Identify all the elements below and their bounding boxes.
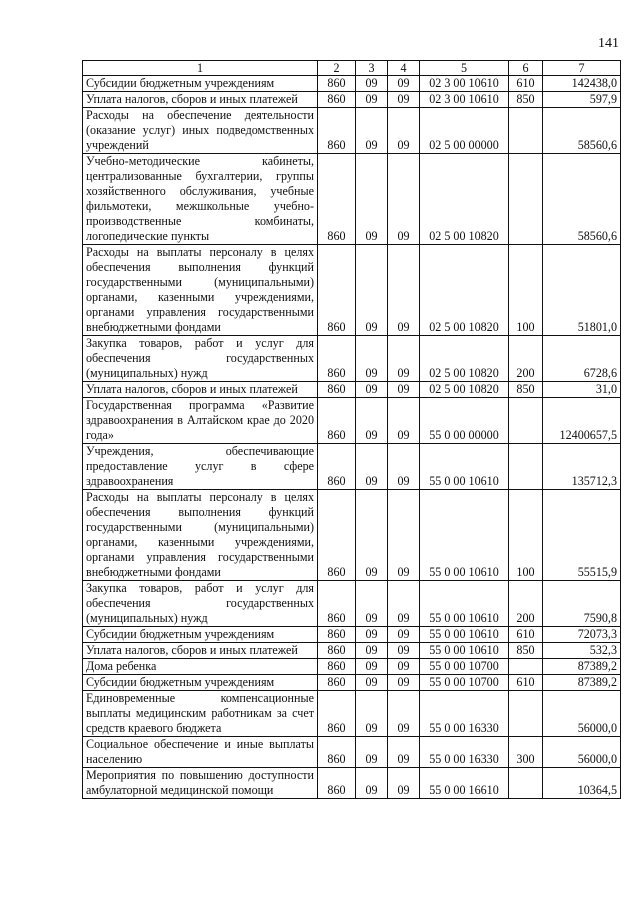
- item-name: Закупка товаров, работ и услуг для обеспечения государственных (муниципальных) нужд: [83, 581, 318, 627]
- column-header: 2: [318, 61, 356, 76]
- table-row: [83, 108, 621, 154]
- column-header: 6: [509, 61, 543, 76]
- subsection-code: 09: [388, 398, 420, 444]
- subsection-code: 09: [388, 659, 420, 675]
- ministry-code: 860: [318, 490, 356, 581]
- table-row: [83, 154, 621, 245]
- expense-type-code: [509, 154, 543, 245]
- target-article-code: 55 0 00 10610: [420, 581, 509, 627]
- item-name: Субсидии бюджетным учреждениям: [83, 76, 318, 92]
- item-name: Социальное обеспечение и иные выплаты населению: [83, 737, 318, 768]
- section-code: 09: [356, 92, 388, 108]
- subsection-code: 09: [388, 581, 420, 627]
- table-row: [83, 92, 621, 108]
- target-article-code: 55 0 00 16330: [420, 691, 509, 737]
- column-header: 1: [83, 61, 318, 76]
- table-row: [83, 643, 621, 659]
- subsection-code: 09: [388, 108, 420, 154]
- page-number: 141: [598, 36, 619, 51]
- expense-type-code: 200: [509, 581, 543, 627]
- amount: 6728,6: [543, 336, 621, 382]
- target-article-code: 55 0 00 10700: [420, 675, 509, 691]
- subsection-code: 09: [388, 76, 420, 92]
- table-row: [83, 627, 621, 643]
- amount: 87389,2: [543, 659, 621, 675]
- ministry-code: 860: [318, 245, 356, 336]
- target-article-code: 02 3 00 10610: [420, 76, 509, 92]
- ministry-code: 860: [318, 382, 356, 398]
- column-header: 7: [543, 61, 621, 76]
- item-name: Расходы на выплаты персоналу в целях обеспечения выполнения функций государственными (муниципальными) органами, казенными учреждениями, органами управления государственными внебюджетными фондами: [83, 490, 318, 581]
- expense-type-code: [509, 444, 543, 490]
- expense-type-code: 300: [509, 737, 543, 768]
- subsection-code: 09: [388, 691, 420, 737]
- target-article-code: 55 0 00 10700: [420, 659, 509, 675]
- target-article-code: 55 0 00 10610: [420, 627, 509, 643]
- section-code: 09: [356, 382, 388, 398]
- expense-type-code: [509, 659, 543, 675]
- table-row: [83, 675, 621, 691]
- ministry-code: 860: [318, 659, 356, 675]
- target-article-code: 02 5 00 00000: [420, 108, 509, 154]
- item-name: Мероприятия по повышению доступности амбулаторной медицинской помощи: [83, 768, 318, 799]
- section-code: 09: [356, 768, 388, 799]
- amount: 532,3: [543, 643, 621, 659]
- subsection-code: 09: [388, 245, 420, 336]
- item-name: Уплата налогов, сборов и иных платежей: [83, 92, 318, 108]
- expense-type-code: 610: [509, 627, 543, 643]
- table-row: [83, 659, 621, 675]
- target-article-code: 55 0 00 10610: [420, 490, 509, 581]
- section-code: 09: [356, 108, 388, 154]
- subsection-code: 09: [388, 92, 420, 108]
- expense-type-code: 850: [509, 643, 543, 659]
- expense-type-code: [509, 108, 543, 154]
- expense-type-code: 610: [509, 675, 543, 691]
- ministry-code: 860: [318, 92, 356, 108]
- expense-type-code: [509, 398, 543, 444]
- section-code: 09: [356, 76, 388, 92]
- amount: 56000,0: [543, 691, 621, 737]
- subsection-code: 09: [388, 336, 420, 382]
- item-name: Закупка товаров, работ и услуг для обеспечения государственных (муниципальных) нужд: [83, 336, 318, 382]
- subsection-code: 09: [388, 154, 420, 245]
- item-name: Уплата налогов, сборов и иных платежей: [83, 382, 318, 398]
- section-code: 09: [356, 659, 388, 675]
- amount: 10364,5: [543, 768, 621, 799]
- target-article-code: 55 0 00 16610: [420, 768, 509, 799]
- amount: 142438,0: [543, 76, 621, 92]
- column-header: 5: [420, 61, 509, 76]
- column-header: 4: [388, 61, 420, 76]
- amount: 72073,3: [543, 627, 621, 643]
- amount: 55515,9: [543, 490, 621, 581]
- expense-type-code: [509, 768, 543, 799]
- item-name: Дома ребенка: [83, 659, 318, 675]
- ministry-code: 860: [318, 691, 356, 737]
- expense-type-code: 100: [509, 245, 543, 336]
- section-code: 09: [356, 245, 388, 336]
- item-name: Единовременные компенсационные выплаты медицинским работникам за счет средств краевого бюджета: [83, 691, 318, 737]
- ministry-code: 860: [318, 76, 356, 92]
- item-name: Уплата налогов, сборов и иных платежей: [83, 643, 318, 659]
- amount: 12400657,5: [543, 398, 621, 444]
- table-row: [83, 245, 621, 336]
- table-row: [83, 398, 621, 444]
- subsection-code: 09: [388, 627, 420, 643]
- expense-type-code: 850: [509, 382, 543, 398]
- amount: 597,9: [543, 92, 621, 108]
- section-code: 09: [356, 581, 388, 627]
- amount: 135712,3: [543, 444, 621, 490]
- table-row: [83, 737, 621, 768]
- ministry-code: 860: [318, 675, 356, 691]
- target-article-code: 55 0 00 16330: [420, 737, 509, 768]
- ministry-code: 860: [318, 627, 356, 643]
- section-code: 09: [356, 154, 388, 245]
- amount: 87389,2: [543, 675, 621, 691]
- table-row: [83, 382, 621, 398]
- target-article-code: 02 5 00 10820: [420, 382, 509, 398]
- table-row: [83, 490, 621, 581]
- subsection-code: 09: [388, 382, 420, 398]
- target-article-code: 02 5 00 10820: [420, 245, 509, 336]
- item-name: Государственная программа «Развитие здравоохранения в Алтайском крае до 2020 года»: [83, 398, 318, 444]
- section-code: 09: [356, 737, 388, 768]
- table-row: [83, 691, 621, 737]
- ministry-code: 860: [318, 444, 356, 490]
- ministry-code: 860: [318, 643, 356, 659]
- target-article-code: 55 0 00 10610: [420, 643, 509, 659]
- subsection-code: 09: [388, 768, 420, 799]
- table-header-row: [83, 61, 621, 76]
- target-article-code: 02 3 00 10610: [420, 92, 509, 108]
- table-row: [83, 581, 621, 627]
- target-article-code: 02 5 00 10820: [420, 336, 509, 382]
- section-code: 09: [356, 643, 388, 659]
- item-name: Учебно-методические кабинеты, централизованные бухгалтерии, группы хозяйственного обслуживания, учебные фильмотеки, межшкольные учебно-производственные комбинаты, логопедические пункты: [83, 154, 318, 245]
- budget-table: [82, 60, 621, 799]
- ministry-code: 860: [318, 336, 356, 382]
- table-row: [83, 444, 621, 490]
- section-code: 09: [356, 444, 388, 490]
- expense-type-code: 100: [509, 490, 543, 581]
- item-name: Расходы на обеспечение деятельности (оказание услуг) иных подведомственных учреждений: [83, 108, 318, 154]
- ministry-code: 860: [318, 737, 356, 768]
- amount: 58560,6: [543, 154, 621, 245]
- ministry-code: 860: [318, 108, 356, 154]
- section-code: 09: [356, 675, 388, 691]
- target-article-code: 55 0 00 00000: [420, 398, 509, 444]
- subsection-code: 09: [388, 490, 420, 581]
- ministry-code: 860: [318, 581, 356, 627]
- table-row: [83, 336, 621, 382]
- expense-type-code: [509, 691, 543, 737]
- subsection-code: 09: [388, 643, 420, 659]
- table-row: [83, 768, 621, 799]
- section-code: 09: [356, 336, 388, 382]
- ministry-code: 860: [318, 768, 356, 799]
- expense-type-code: 850: [509, 92, 543, 108]
- subsection-code: 09: [388, 444, 420, 490]
- section-code: 09: [356, 490, 388, 581]
- subsection-code: 09: [388, 675, 420, 691]
- amount: 7590,8: [543, 581, 621, 627]
- section-code: 09: [356, 691, 388, 737]
- target-article-code: 55 0 00 10610: [420, 444, 509, 490]
- expense-type-code: 610: [509, 76, 543, 92]
- item-name: Расходы на выплаты персоналу в целях обеспечения выполнения функций государственными (муниципальными) органами, казенными учреждениями, органами управления государственными внебюджетными фондами: [83, 245, 318, 336]
- amount: 56000,0: [543, 737, 621, 768]
- subsection-code: 09: [388, 737, 420, 768]
- amount: 31,0: [543, 382, 621, 398]
- section-code: 09: [356, 398, 388, 444]
- column-header: 3: [356, 61, 388, 76]
- expense-type-code: 200: [509, 336, 543, 382]
- ministry-code: 860: [318, 398, 356, 444]
- section-code: 09: [356, 627, 388, 643]
- item-name: Учреждения, обеспечивающие предоставление услуг в сфере здравоохранения: [83, 444, 318, 490]
- item-name: Субсидии бюджетным учреждениям: [83, 627, 318, 643]
- item-name: Субсидии бюджетным учреждениям: [83, 675, 318, 691]
- amount: 58560,6: [543, 108, 621, 154]
- amount: 51801,0: [543, 245, 621, 336]
- table-row: [83, 76, 621, 92]
- target-article-code: 02 5 00 10820: [420, 154, 509, 245]
- ministry-code: 860: [318, 154, 356, 245]
